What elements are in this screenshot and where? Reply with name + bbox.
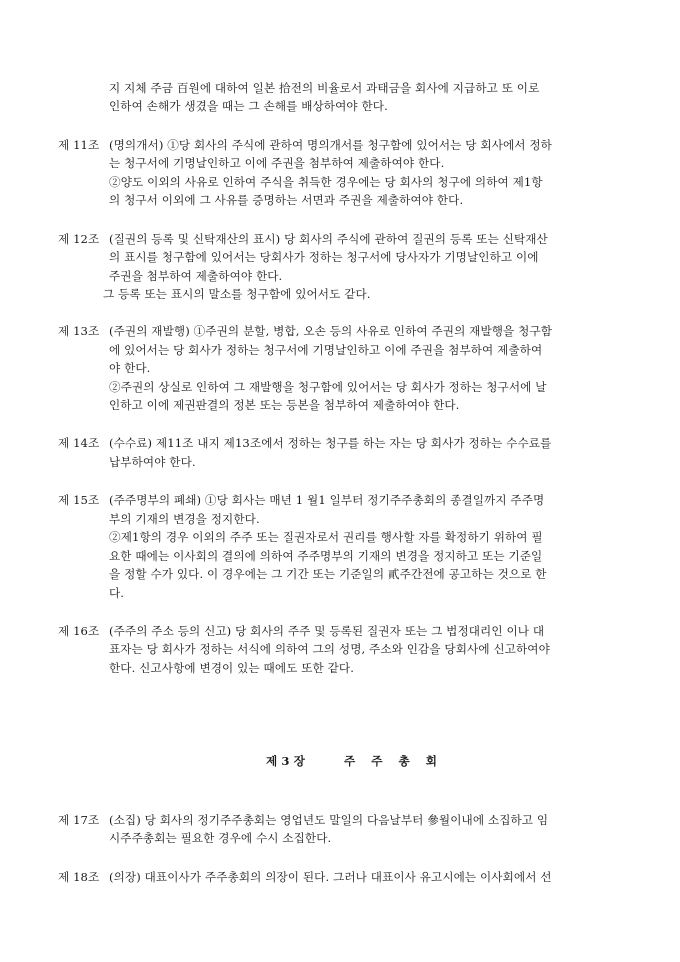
article-label: 제 11조 bbox=[58, 138, 100, 152]
article-label: 제 16조 bbox=[58, 624, 100, 638]
article-text: ②제1항의 경우 이외의 주주 또는 질권자로서 권리를 행사할 자를 확정하기 위하여 필 bbox=[109, 530, 543, 544]
article-text: 주권을 첨부하여 제출하여야 한다. bbox=[109, 269, 283, 283]
article-text: 부의 기재의 변경을 정지한다. bbox=[109, 512, 260, 526]
article-text: 요한 때에는 이사회의 결의에 의하여 주주명부의 기재의 변경을 정지하고 또는 기준일 bbox=[109, 549, 543, 563]
article-text: ②주권의 상실로 인하여 그 재발행을 청구함에 있어서는 당 회사가 정하는 청구서에 날 bbox=[109, 380, 547, 394]
article-text: 에 있어서는 당 회사가 정하는 청구서에 기명날인하고 이에 주권을 첨부하여 제출하여 bbox=[109, 343, 543, 357]
intro-line: 지 지체 주금 百원에 대하여 일본 拾전의 비율로서 과태금을 회사에 지급하고 또 이로 bbox=[109, 81, 540, 95]
intro-line: 인하여 손해가 생겼을 때는 그 손해를 배상하여야 한다. bbox=[109, 99, 388, 113]
article-text: ②양도 이외의 사유로 인하여 주식을 취득한 경우에는 당 회사의 청구에 의하여 제1항 bbox=[109, 175, 543, 189]
chapter-title: 주 주 총 회 bbox=[344, 754, 443, 768]
article-label: 제 13조 bbox=[58, 324, 100, 338]
article-text: (주주의 주소 등의 신고) 당 회사의 주주 및 등록된 질권자 또는 그 법정대리인 이나 대 bbox=[109, 624, 545, 638]
article-text: (수수료) 제11조 내지 제13조에서 정하는 청구를 하는 자는 당 회사가 정하는 수수료를 bbox=[109, 436, 552, 450]
article-text: (명의개서) ①당 회사의 주식에 관하여 명의개서를 청구함에 있어서는 당 회사에서 정하 bbox=[109, 138, 552, 152]
article-text: 다. bbox=[109, 586, 125, 600]
article-label: 제 18조 bbox=[58, 870, 100, 884]
article-label: 제 12조 bbox=[58, 232, 100, 246]
chapter-number: 제 3 장 bbox=[266, 754, 306, 768]
article-text: 는 청구서에 기명날인하고 이에 주권을 첨부하여 제출하여야 한다. bbox=[109, 156, 445, 170]
article-text: 의 청구서 이외에 그 사유를 증명하는 서면과 주권을 제출하여야 한다. bbox=[109, 193, 464, 207]
article-text: 의 표시를 청구함에 있어서는 당회사가 정하는 청구서에 당사자가 기명날인하고 이에 bbox=[109, 250, 539, 264]
article-text: (소집) 당 회사의 정기주주총회는 영업년도 말일의 다음날부터 參월이내에 소집하고 임 bbox=[109, 813, 549, 827]
article-text: 그 등록 또는 표시의 말소를 청구함에 있어서도 같다. bbox=[103, 287, 371, 301]
article-text: (주주명부의 폐쇄) ①당 회사는 매년 1 월1 일부터 정기주주총회의 종결일까지 주주명 bbox=[109, 493, 545, 507]
article-text: 표자는 당 회사가 정하는 서식에 의하여 그의 성명, 주소와 인감을 당회사에 신고하여야 bbox=[109, 642, 550, 656]
article-text: (주권의 재발행) ①주권의 분할, 병합, 오손 등의 사유로 인하여 주권의 재발행을 청구함 bbox=[109, 324, 553, 338]
article-text: 한다. 신고사항에 변경이 있는 때에도 또한 같다. bbox=[109, 661, 354, 675]
article-text: (질권의 등록 및 신탁재산의 표시) 당 회사의 주식에 관하여 질권의 등록 또는 신탁재산 bbox=[109, 232, 548, 246]
article-text: 야 한다. bbox=[109, 361, 151, 375]
article-text: 시주주총회는 필요한 경우에 수시 소집한다. bbox=[109, 831, 332, 845]
article-label: 제 15조 bbox=[58, 493, 100, 507]
article-text: 납부하여야 한다. bbox=[109, 455, 196, 469]
article-text: (의장) 대표이사가 주주총회의 의장이 된다. 그러나 대표이사 유고시에는 이사회에서 선 bbox=[109, 870, 552, 884]
article-label: 제 17조 bbox=[58, 813, 100, 827]
article-label: 제 14조 bbox=[58, 436, 100, 450]
article-text: 인하고 이에 제권판결의 정본 또는 등본을 첨부하여 제출하여야 한다. bbox=[109, 398, 460, 412]
article-text: 을 정할 수가 있다. 이 경우에는 그 기간 또는 기준일의 貳주간전에 공고하는 것으로 한 bbox=[109, 567, 547, 581]
